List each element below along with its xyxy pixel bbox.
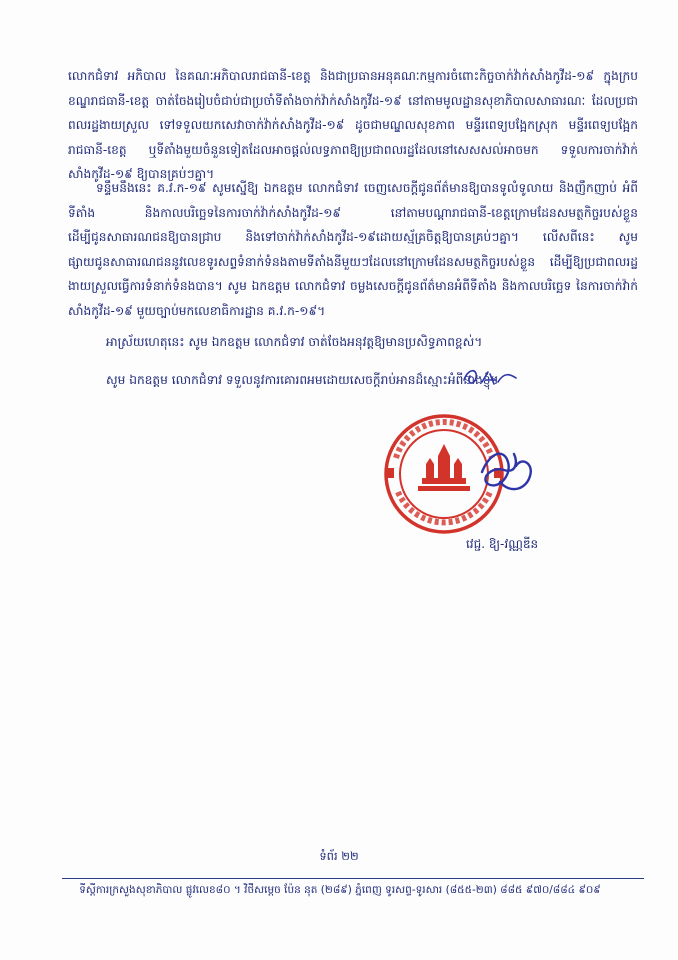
footer-divider (62, 878, 644, 879)
body-paragraph-2: ទន្ទឹមនឹងនេះ គ.វ.ក-១៩ សូមស្នើឱ្យ ឯកឧត្តម លោកជំទាវ ចេញសេចក្តីជូនព័ត៌មានឱ្យបានទូលំទូលាយ និងញឹកញាប់ អំពីទីតាំង និងកាលបរិច្ឆេទនៃការចាក់វ៉ាក់សាំងកូវីដ-១៩ នៅតាមបណ្តារាជធានី-ខេត្តក្រោមដែនសមត្ថកិច្ចរបស់ខ្លួន ដើម្បីជូនសាធារណជនឱ្យបានជ្រាប និងទៅចាក់វ៉ាក់សាំងកូវីដ-១៩ដោយស្ម័គ្រចិត្តឱ្យបានគ្រប់ៗគ្នា។ លើសពីនេះ សូមផ្សាយជូនសាធារណជននូវលេខទូរសព្ទទំនាក់ទំនងតាមទីតាំងនីមួយៗដែលនៅក្រោមដែនសមត្ថកិច្ចរបស់ខ្លួន ដើម្បីឱ្យប្រជាពលរដ្ឋងាយស្រួលធ្វើការទំនាក់ទំនងបាន។ សូម ឯកឧត្តម លោកជំទាវ ចម្លងសេចក្តីជូនព័ត៌មានអំពីទីតាំង និងកាលបរិច្ឆេទ នៃការចាក់វ៉ាក់សាំងកូវីដ-១៩ មួយច្បាប់មកលេខាធិការដ្ឋាន គ.វ.ក-១៩។ (68, 181, 638, 318)
greeting-line: សូម ឯកឧត្តម លោកជំទាវ ទទួលនូវការគោរពអមដោយសេចក្តីរាប់អានដ៏ស្មោះអំពីនាងខ្ញុំ។ (106, 373, 499, 387)
body-paragraph-1: លោកជំទាវ អភិបាល នៃគណៈអភិបាលរាជធានី-ខេត្ត និងជាប្រធានអនុគណៈកម្មការចំពោះកិច្ចចាក់វ៉ាក់សាំងកូវីដ-១៩ ក្នុងក្របខណ្ឌរាជធានី-ខេត្ត ចាត់ចែងរៀបចំជាប់ជាប្រចាំទីតាំងចាក់វ៉ាក់សាំងកូវីដ-១៩ នៅតាមមូលដ្ឋានសុខាភិបាលសាធារណៈ ដែលប្រជាពលរដ្ឋងាយស្រួល ទៅទទួលយកសេវាចាក់វ៉ាក់សាំងកូវីដ-១៩ ដូចជាមណ្ឌលសុខភាព មន្ទីរពេទ្យបង្អែកស្រុក មន្ទីរពេទ្យបង្អែករាជធានី-ខេត្ត ឬទីតាំងមួយចំនួនទៀតដែលអាចផ្តល់លទ្ធភាពឱ្យប្រជាពលរដ្ឋដែលនៅសេសសល់អាចមក ទទួលការចាក់វ៉ាក់សាំងកូវីដ-១៩ ឱ្យបានគ្រប់ៗគ្នា។ (68, 69, 638, 181)
handwritten-signature (470, 432, 540, 502)
footer-address: ទីស្តីការក្រសួងសុខាភិបាល ផ្លូវលេខ៨០ ។ វិថីសម្តេច ប៉ែន នុត (២៨៩) ភ្នំពេញ ទូរសព្ទ-ទូរសារ (៨៥៥-២៣) ៨៨៥ ៩៧០/៨៨៤ ៩០៩ (79, 884, 601, 896)
closing-line: អាស្រ័យហេតុនេះ សូម ឯកឧត្តម លោកជំទាវ ចាត់ចែងអនុវត្តឱ្យមានប្រសិទ្ធភាពខ្ពស់។ (106, 335, 483, 349)
signer-name: វេជ្ជ. ឱ្យ-វណ្ណឌីន (466, 537, 539, 551)
initials-mark (460, 366, 520, 388)
page-number: ទំព័រ ២២ (319, 849, 359, 863)
